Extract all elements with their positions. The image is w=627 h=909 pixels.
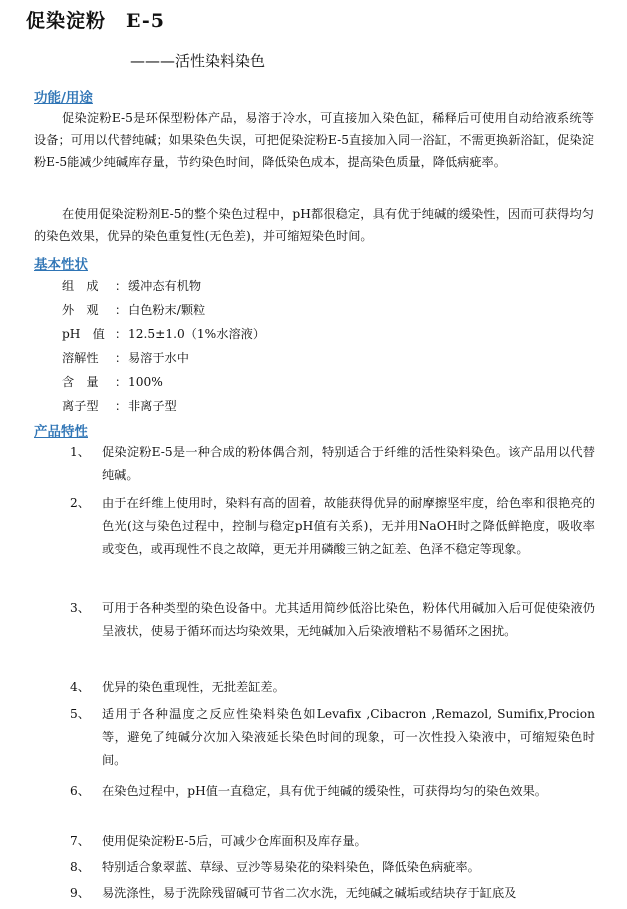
feature-item-5: [70, 703, 595, 772]
document-subtitle: ———活性染料染色: [130, 52, 266, 70]
property-label: 含 量: [62, 375, 99, 389]
feature-number: 8、: [70, 860, 90, 874]
feature-number: 6、: [70, 784, 90, 798]
property-separator: ：: [114, 303, 128, 317]
feature-item-6: [70, 780, 595, 803]
function-paragraph-1: 促染淀粉E-5是环保型粉体产品，易溶于冷水，可直接加入染色缸，稀释后可使用自动给液系统等设备；可用以代替纯碱；如果染色失误，可把促染淀粉E-5直接加入同一浴缸，不需更换新浴缸，促染淀粉E-5能减少纯碱库存量，节约染色时间，降低染色成本，提高染色质量，降低病疵率。: [34, 111, 594, 169]
property-value: 12.5±1.0（1%水溶液）: [128, 327, 266, 341]
feature-text: 使用促染淀粉E-5后，可减少仓库面积及库存量。: [102, 834, 367, 848]
feature-item-9: [70, 882, 595, 905]
function-paragraph-2: 在使用促染淀粉剂E-5的整个染色过程中，pH都很稳定，具有优于纯碱的缓染性，因而可获得均匀的染色效果，优异的染色重复性(无色差)，并可缩短染色时间。: [34, 207, 594, 243]
property-label: 溶解性: [62, 351, 99, 365]
feature-number: 1、: [70, 445, 90, 459]
feature-number: 2、: [70, 496, 90, 510]
feature-number: 7、: [70, 834, 90, 848]
property-separator: ：: [114, 279, 128, 293]
property-value: 易溶于水中: [128, 351, 189, 365]
property-row-composition: [62, 275, 201, 297]
property-value: 白色粉末/颗粒: [128, 303, 206, 317]
property-separator: ：: [114, 375, 128, 389]
property-label: 离子型: [62, 399, 99, 413]
feature-text: 特别适合象翠蓝、草绿、豆沙等易染花的染料染色，降低染色病疵率。: [102, 860, 480, 874]
property-label: pH 值: [62, 327, 105, 341]
property-label: 外 观: [62, 303, 99, 317]
feature-item-1: [70, 441, 595, 487]
feature-item-8: [70, 856, 595, 879]
property-separator: ：: [114, 327, 128, 341]
property-value: 非离子型: [128, 399, 177, 413]
feature-number: 9、: [70, 886, 90, 900]
feature-number: 3、: [70, 601, 90, 615]
feature-item-3: [70, 597, 595, 643]
feature-text: 易洗涤性，易于洗除残留碱可节省二次水洗，无纯碱之碱垢或结块存于缸底及: [102, 886, 517, 900]
property-value: 100%: [128, 375, 163, 389]
property-separator: ：: [114, 351, 128, 365]
feature-number: 4、: [70, 680, 90, 694]
property-value: 缓冲态有机物: [128, 279, 202, 293]
section-heading-features: 产品特性: [34, 424, 88, 440]
property-row-solubility: [62, 347, 189, 369]
property-row-ph: [62, 323, 265, 345]
feature-item-2: [70, 492, 595, 561]
feature-number: 5、: [70, 707, 90, 721]
property-row-appearance: [62, 299, 205, 321]
feature-text: 促染淀粉E-5是一种合成的粉体偶合剂，特别适合于纤维的活性染料染色。该产品用以代替纯碱。: [102, 445, 595, 482]
feature-text: 由于在纤维上使用时，染料有高的固着，故能获得优异的耐摩擦坚牢度，给色率和很艳亮的色光(这与染色过程中，控制与稳定pH值有关系)，无并用NaOH时之降低鲜艳度，吸收率或变色，或再现性不良之故障，更无并用磷酸三钠之缸差、色泽不稳定等现象。: [102, 496, 595, 556]
property-label: 组 成: [62, 279, 99, 293]
document-title: 促染淀粉 E-5: [26, 10, 165, 32]
property-separator: ：: [114, 399, 128, 413]
feature-text: 在染色过程中，pH值一直稳定，具有优于纯碱的缓染性，可获得均匀的染色效果。: [102, 784, 547, 798]
section-heading-function: 功能/用途: [34, 90, 93, 106]
feature-text: 优异的染色重现性，无批差缸差。: [102, 680, 285, 694]
feature-text: 可用于各种类型的染色设备中。尤其适用简纱低浴比染色，粉体代用碱加入后可促使染液仍呈液状，使易于循环而达均染效果，无纯碱加入后染液增粘不易循环之困扰。: [102, 601, 595, 638]
property-row-ionic-type: [62, 395, 177, 417]
property-row-content: [62, 371, 163, 393]
feature-item-7: [70, 830, 595, 853]
feature-item-4: [70, 676, 595, 699]
section-heading-properties: 基本性状: [34, 257, 88, 273]
feature-text: 适用于各种温度之反应性染料染色如Levafix ,Cibacron ,Remazol, Sumifix,Procion等，避免了纯碱分次加入染液延长染色时间的现象，可一次性投入染液中，可缩短染色时间。: [102, 707, 595, 767]
